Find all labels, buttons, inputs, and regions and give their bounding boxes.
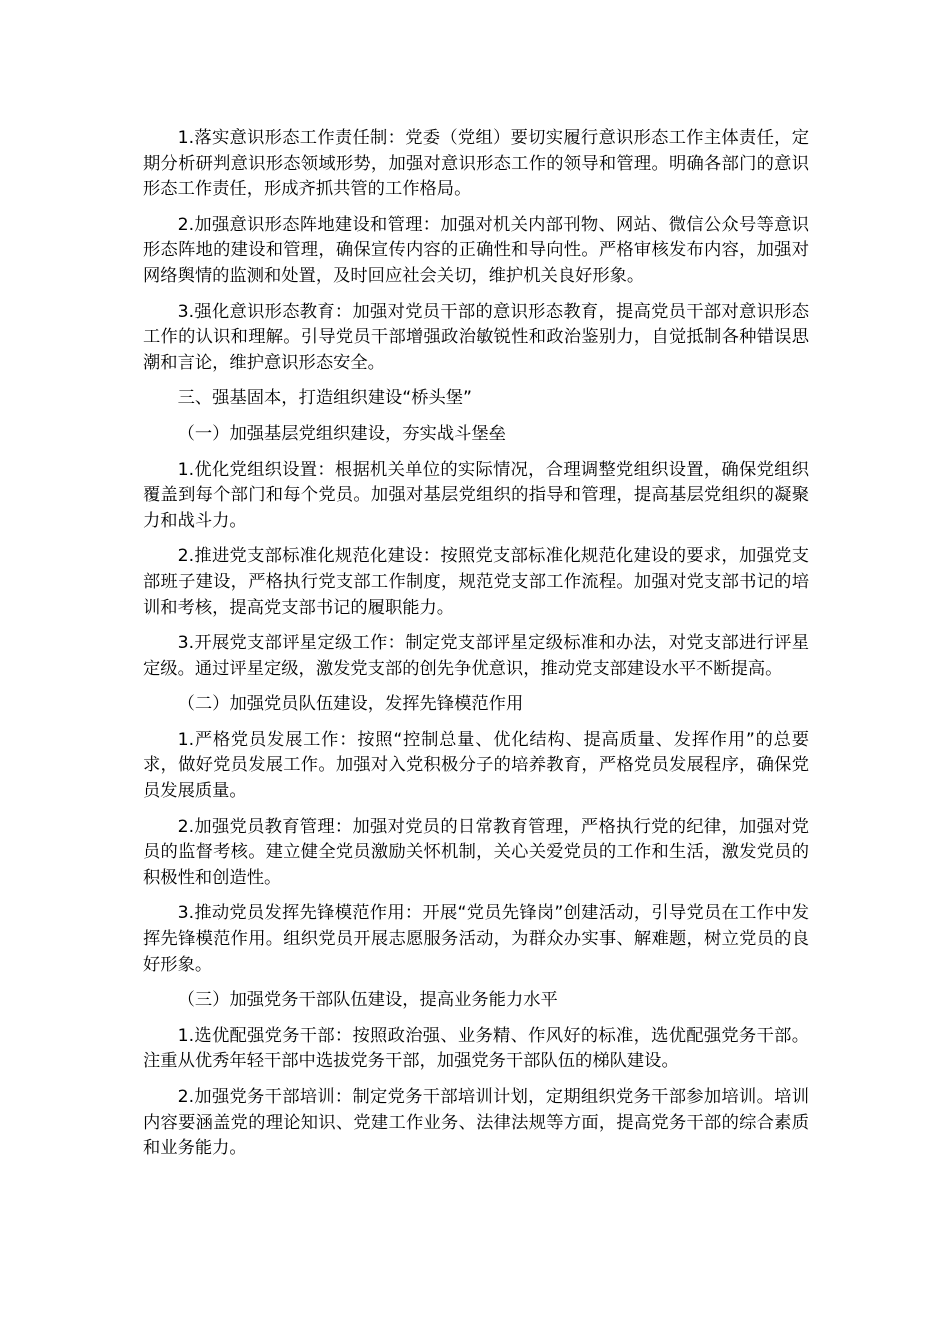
subsection-heading-three: （三）加强党务干部队伍建设，提高业务能力水平 — [177, 990, 558, 1011]
paragraph-select-cadres: 1.选优配强党务干部：按照政治强、业务精、作风好的标准，选优配强党务干部。注重从优秀年轻干部中选拔党务干部，加强党务干部队伍的梯队建设。 — [143, 1025, 809, 1072]
paragraph-member-development: 1.严格党员发展工作：按照“控制总量、优化结构、提高质量、发挥作用”的总要求，做好党员发展工作。加强对入党积极分子的培养教育，严格党员发展程序，确保党员发展质量。 — [143, 729, 809, 802]
paragraph-member-education: 2.加强党员教育管理：加强对党员的日常教育管理，严格执行党的纪律，加强对党员的监督考核。建立健全党员激励关怀机制，关心关爱党员的工作和生活，激发党员的积极性和创造性。 — [143, 816, 809, 888]
paragraph-branch-rating: 3.开展党支部评星定级工作：制定党支部评星定级标准和办法，对党支部进行评星定级。通过评星定级，激发党支部的创先争优意识，推动党支部建设水平不断提高。 — [143, 633, 809, 679]
subsection-heading-one: （一）加强基层党组织建设，夯实战斗堡垒 — [177, 423, 506, 444]
document-page — [143, 126, 809, 1172]
paragraph-ideology-responsibility: 1.落实意识形态工作责任制：党委（党组）要切实履行意识形态工作主体责任，定期分析研判意识形态领域形势，加强对意识形态工作的领导和管理。明确各部门的意识形态工作责任，形成齐抓共管的工作格局。 — [143, 128, 809, 200]
paragraph-ideology-education: 3.强化意识形态教育：加强对党员干部的意识形态教育，提高党员干部对意识形态工作的认识和理解。引导党员干部增强政治敏锐性和政治鉴别力，自觉抵制各种错误思潮和言论，维护意识形态安全。 — [143, 301, 809, 373]
paragraph-branch-standardization: 2.推进党支部标准化规范化建设：按照党支部标准化规范化建设的要求，加强党支部班子建设，严格执行党支部工作制度，规范党支部工作流程。加强对党支部书记的培训和考核，提高党支部书记的履职能力。 — [143, 546, 809, 618]
subsection-heading-two: （二）加强党员队伍建设，发挥先锋模范作用 — [177, 694, 524, 715]
paragraph-cadre-training: 2.加强党务干部培训：制定党务干部培训计划，定期组织党务干部参加培训。培训内容要涵盖党的理论知识、党建工作业务、法律法规等方面，提高党务干部的综合素质和业务能力。 — [143, 1087, 809, 1159]
paragraph-ideology-position: 2.加强意识形态阵地建设和管理：加强对机关内部刊物、网站、微信公众号等意识形态阵地的建设和管理，确保宣传内容的正确性和导向性。严格审核发布内容，加强对网络舆情的监测和处置，及时回应社会关切，维护机关良好形象。 — [143, 214, 809, 286]
section-heading-three: 三、强基固本，打造组织建设“桥头堡” — [177, 388, 473, 409]
paragraph-optimize-organization: 1.优化党组织设置：根据机关单位的实际情况，合理调整党组织设置，确保党组织覆盖到每个部门和每个党员。加强对基层党组织的指导和管理，提高基层党组织的凝聚力和战斗力。 — [143, 459, 809, 531]
paragraph-member-vanguard: 3.推动党员发挥先锋模范作用：开展“党员先锋岗”创建活动，引导党员在工作中发挥先锋模范作用。组织党员开展志愿服务活动，为群众办实事、解难题，树立党员的良好形象。 — [143, 903, 809, 975]
